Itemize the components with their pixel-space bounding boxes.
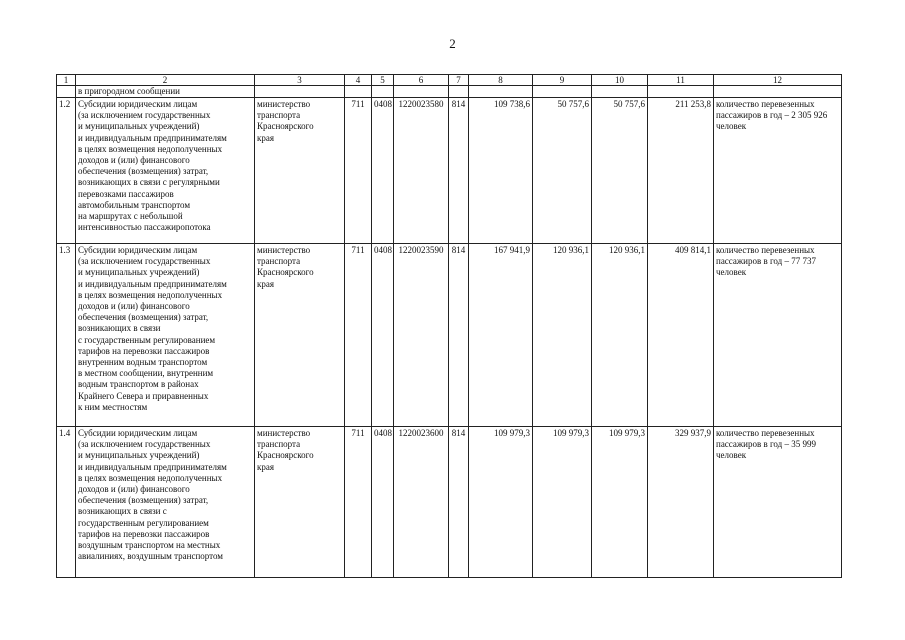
cell-col5: 0408 [372,98,394,244]
cell-col11: 409 814,1 [648,244,714,427]
description-line: в целях возмещения недополученных [78,289,223,300]
cell-col6: 1220023580 [394,98,449,244]
row-description [76,427,255,578]
indicator-line: пассажиров в год – 2 305 926 [716,110,828,121]
ministry-line: транспорта [257,439,301,450]
cell-col4: 711 [345,98,372,244]
subsidy-table [56,74,842,578]
cell-col4: 711 [345,427,372,578]
col-header-12: 12 [714,75,842,86]
indicator-line: пассажиров в год – 35 999 [716,439,816,450]
ministry-line: министерство [257,428,311,438]
description-line: и муниципальных учреждений) [78,450,200,461]
col-header-7: 7 [449,75,469,86]
col-header-11: 11 [648,75,714,86]
description-line: внутренним водным транспортом [78,357,208,368]
cell-col9: 120 936,1 [533,244,592,427]
ministry-line: Красноярского [257,450,314,461]
description-line: обеспечения (возмещения) затрат, [78,495,209,506]
indicator-line: количество перевезенных [716,428,815,438]
description-line: и индивидуальным предпринимателям [78,461,227,472]
description-line: в целях возмещения недополученных [78,472,223,483]
col-header-8: 8 [469,75,533,86]
description-line: перевозками пассажиров [78,188,174,199]
col-header-4: 4 [345,75,372,86]
cell-col5: 0408 [372,244,394,427]
indicator-line: человек [716,121,747,132]
row-ministry [255,244,345,427]
column-number-row [57,75,842,86]
ministry-line: края [257,132,275,143]
row-number: 1.2 [57,98,76,244]
col-header-3: 3 [255,75,345,86]
cell-col7: 814 [449,98,469,244]
row-indicator [714,427,842,578]
description-line: доходов и (или) финансового [78,484,190,495]
table-row [57,98,842,244]
description-line: интенсивностью пассажиропотока [78,222,211,233]
col-header-1: 1 [57,75,76,86]
ministry-line: транспорта [257,256,301,267]
description-line: тарифов на перевозки пассажиров [78,528,210,539]
indicator-line: количество перевезенных [716,245,815,255]
description-line: Крайнего Севера и приравненных [78,390,209,401]
cell-col8: 109 979,3 [469,427,533,578]
description-line: Субсидии юридическим лицам [78,428,198,438]
cell-col6: 1220023590 [394,244,449,427]
cell-col7: 814 [449,427,469,578]
col-header-10: 10 [592,75,648,86]
ministry-line: министерство [257,245,311,255]
cell-col11: 329 937,9 [648,427,714,578]
description-line: обеспечения (возмещения) затрат, [78,312,209,323]
cell-col4: 711 [345,244,372,427]
description-line: тарифов на перевозки пассажиров [78,345,210,356]
description-line: обеспечения (возмещения) затрат, [78,166,209,177]
cell-col9: 50 757,6 [533,98,592,244]
cell-col10: 120 936,1 [592,244,648,427]
description-line: авиалиниях, воздушным транспортом [78,551,223,562]
row-number: 1.4 [57,427,76,578]
description-line: (за исключением государственных [78,439,211,450]
description-line: возникающих в связи с регулярными [78,177,220,188]
row-number: 1.3 [57,244,76,427]
indicator-line: человек [716,267,747,278]
col-header-2: 2 [76,75,255,86]
table-row [57,244,842,427]
col-header-9: 9 [533,75,592,86]
description-line: Субсидии юридическим лицам [78,245,198,255]
row-description [76,98,255,244]
row-indicator [714,244,842,427]
description-line: и индивидуальным предпринимателям [78,132,227,143]
description-line: с государственным регулированием [78,334,216,345]
description-line: государственным регулированием [78,517,209,528]
ministry-line: Красноярского [257,267,314,278]
cell-col8: 109 738,6 [469,98,533,244]
description-line: и индивидуальным предпринимателям [78,278,227,289]
continuation-row [57,86,842,98]
description-line: в целях возмещения недополученных [78,143,223,154]
row-description [76,244,255,427]
description-line: (за исключением государственных [78,110,211,121]
cell-col7: 814 [449,244,469,427]
col-header-5: 5 [372,75,394,86]
ministry-line: Красноярского [257,121,314,132]
description-line: в местном сообщении, внутренним [78,368,214,379]
description-line: доходов и (или) финансового [78,301,190,312]
ministry-line: края [257,278,275,289]
description-line: возникающих в связи [78,323,161,334]
description-line: возникающих в связи с [78,506,167,517]
description-line: и муниципальных учреждений) [78,121,200,132]
description-line: водным транспортом в районах [78,379,199,390]
description-line: Субсидии юридическим лицам [78,99,198,109]
cell-col5: 0408 [372,427,394,578]
continuation-text: в пригородном сообщении [76,86,255,98]
indicator-line: пассажиров в год – 77 737 [716,256,816,267]
row-indicator [714,98,842,244]
description-line: к ним местностям [78,401,148,412]
col-header-6: 6 [394,75,449,86]
description-line: автомобильным транспортом [78,199,191,210]
ministry-line: министерство [257,99,311,109]
cell-col6: 1220023600 [394,427,449,578]
cell-col9: 109 979,3 [533,427,592,578]
page-number: 2 [449,36,456,51]
cell-col10: 50 757,6 [592,98,648,244]
description-line: воздушным транспортом на местных [78,540,221,551]
ministry-line: транспорта [257,110,301,121]
ministry-line: края [257,461,275,472]
cell-col11: 211 253,8 [648,98,714,244]
indicator-line: количество перевезенных [716,99,815,109]
row-ministry [255,427,345,578]
table-row [57,427,842,578]
row-ministry [255,98,345,244]
cell-col10: 109 979,3 [592,427,648,578]
description-line: и муниципальных учреждений) [78,267,200,278]
description-line: на маршрутах с небольшой [78,211,183,222]
cell-col8: 167 941,9 [469,244,533,427]
description-line: (за исключением государственных [78,256,211,267]
description-line: доходов и (или) финансового [78,155,190,166]
indicator-line: человек [716,450,747,461]
